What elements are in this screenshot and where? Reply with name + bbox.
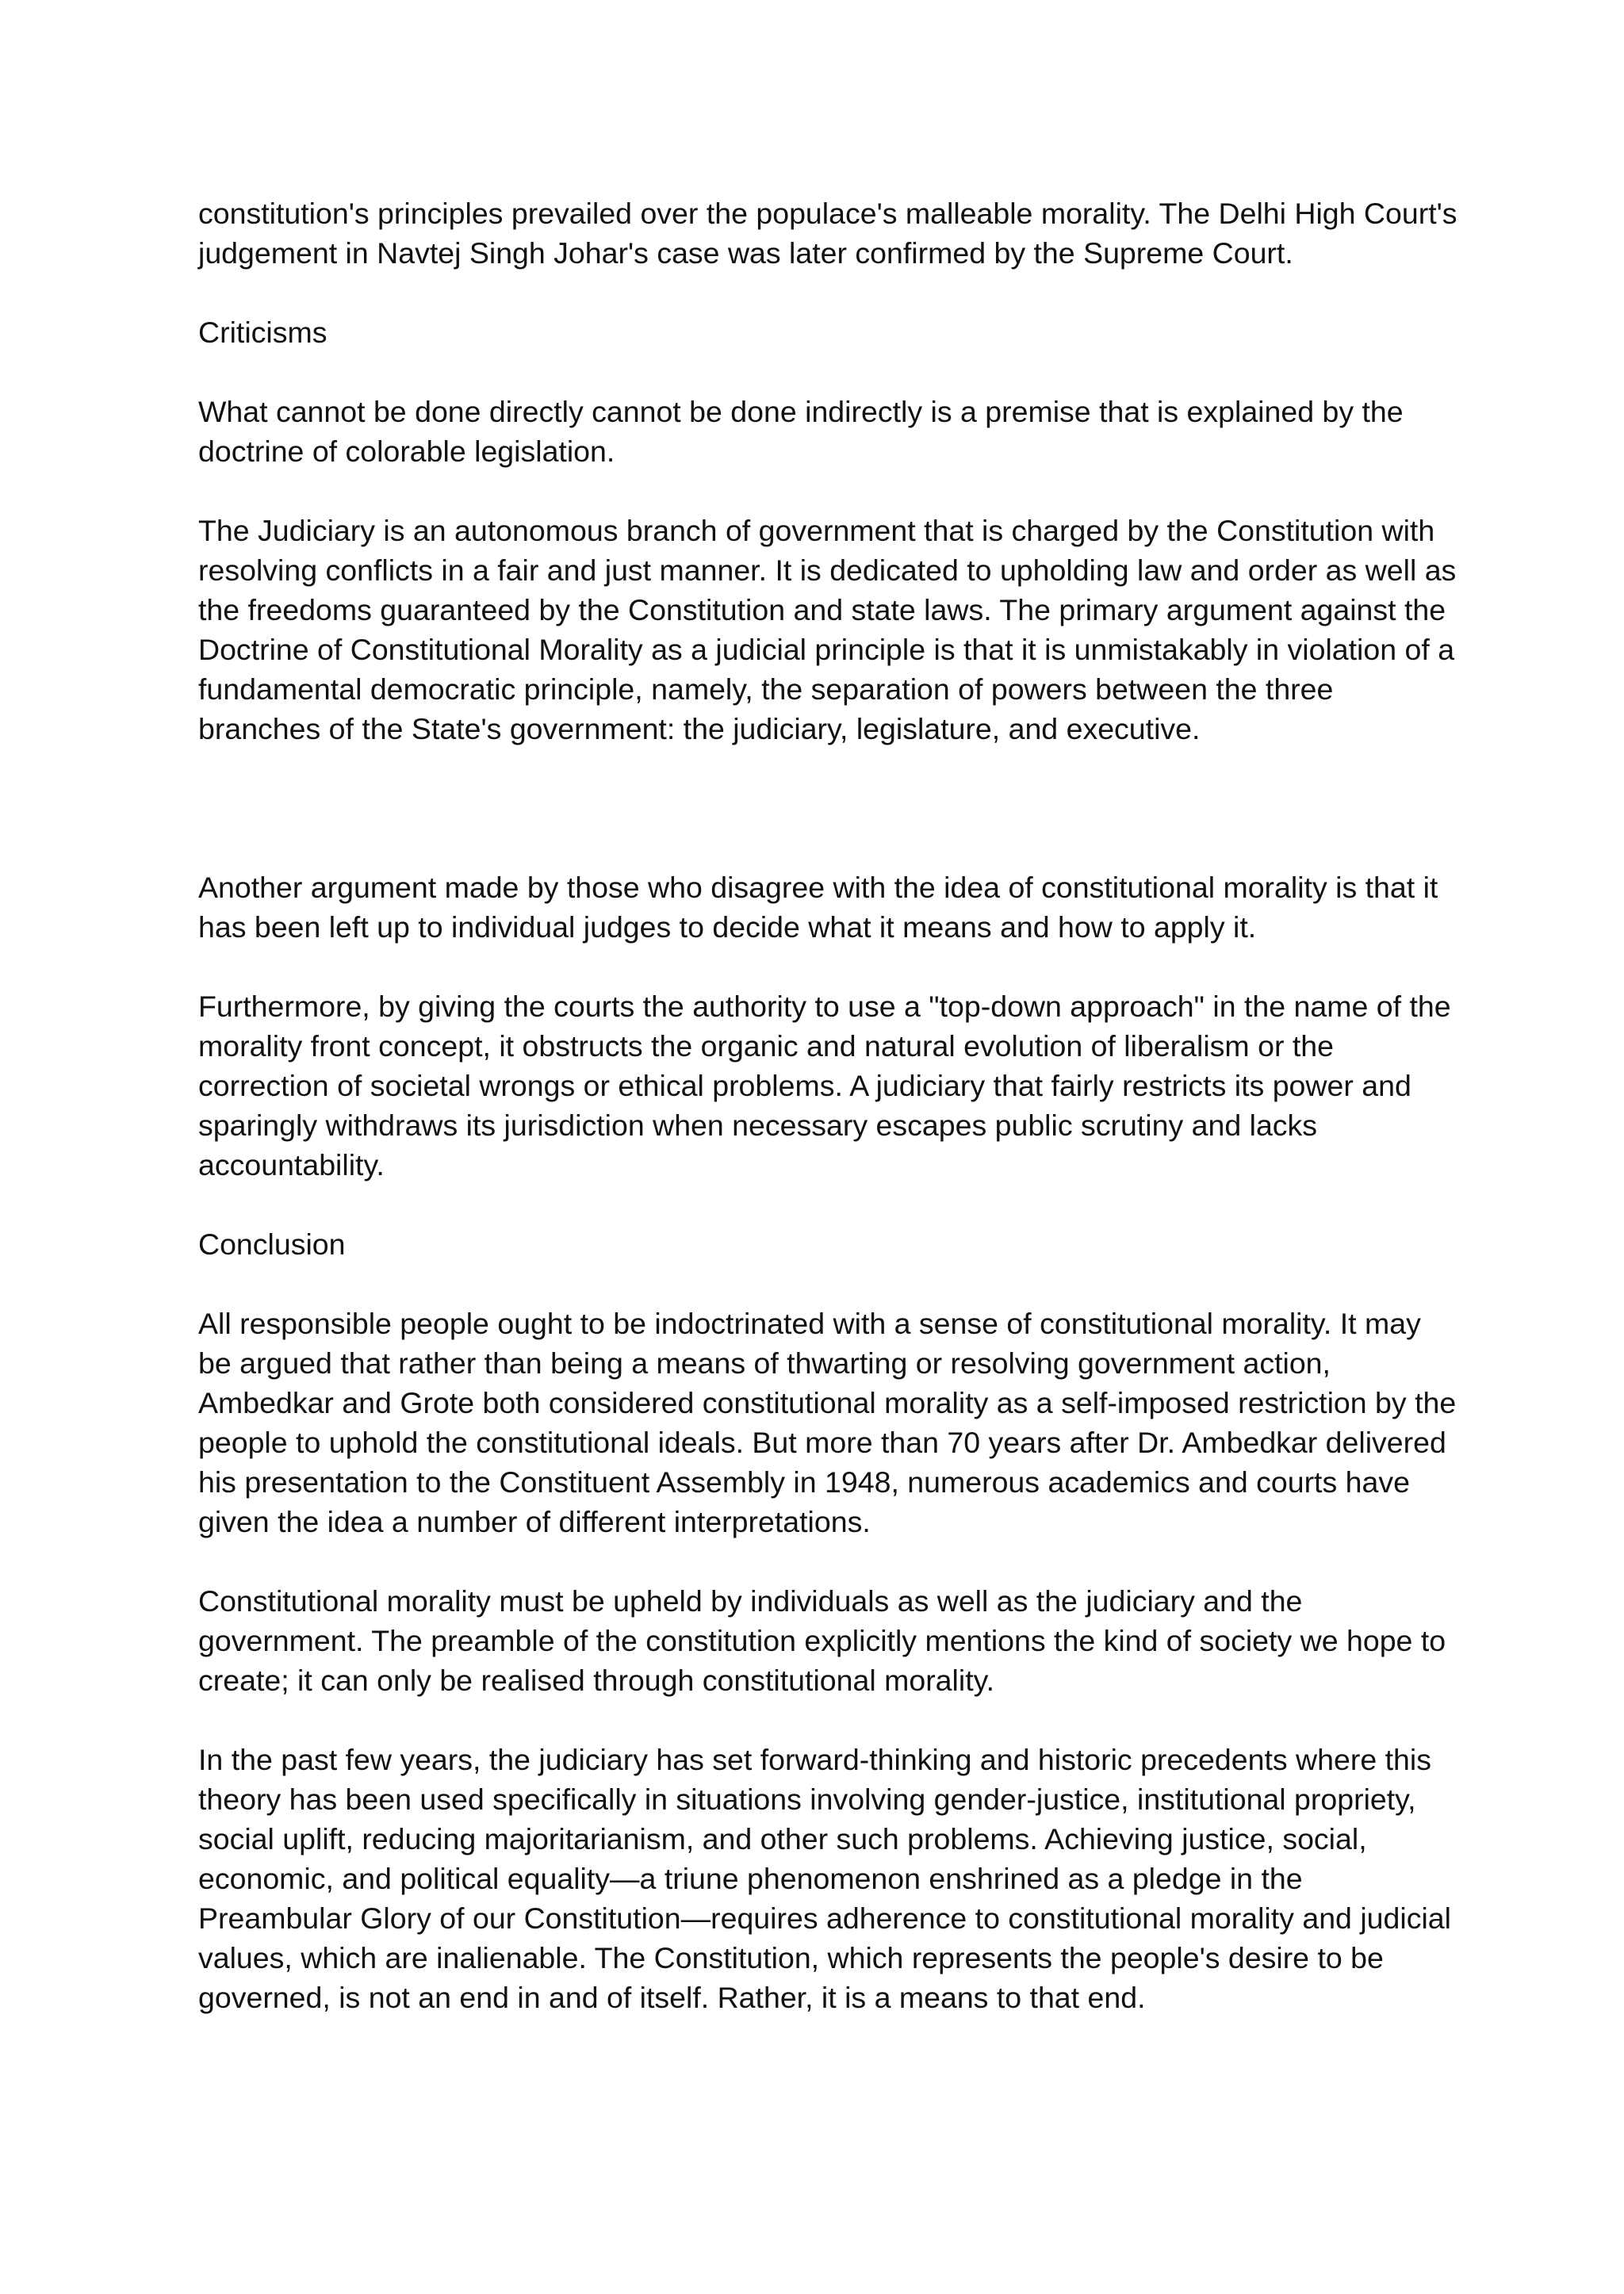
paragraph-upheld-by-individuals: Constitutional morality must be upheld by individuals as well as the judiciary and the government. The preamble of the constitution explicitly mentions the kind of society we hope to create; it can only be realised through constitutional morality. [198, 1584, 1446, 1697]
paragraph-colorable-legislation: What cannot be done directly cannot be done indirectly is a premise that is explained by the doctrine of colorable legislation. [198, 395, 1404, 468]
paragraph-individual-judges-argument: Another argument made by those who disagree with the idea of constitutional morality is that it has been left up to individual judges to decide what it means and how to apply it. [198, 871, 1438, 944]
paragraph-constitution-principles: constitution's principles prevailed over the populace's malleable morality. The Delhi High Court's judgement in Navtej Singh Johar's case was later confirmed by the Supreme Court. [198, 197, 1457, 270]
paragraph-responsible-people: All responsible people ought to be indoctrinated with a sense of constitutional morality. It may be argued that rather than being a means of thwarting or resolving government action, Ambedkar and Grote both considered constitutional morality as a self-imposed restriction by the people to uphold the constitutional ideals. But more than 70 years after Dr. Ambedkar delivered his presentation to the Constituent Assembly in 1948, numerous academics and courts have given the idea a number of different interpretations. [198, 1307, 1457, 1538]
section-heading-conclusion: Conclusion [198, 1227, 346, 1261]
paragraph-judiciary-precedents: In the past few years, the judiciary has set forward-thinking and historic precedents where this theory has been used specifically in situations involving gender-justice, institutional propriety, social uplift, reducing majoritarianism, and other such problems. Achieving justice, social, economic, and political equality—a triune phenomenon enshrined as a pledge in the Preambular Glory of our Constitution—requires adherence to constitutional morality and judicial values, which are inalienable. The Constitution, which represents the people's desire to be governed, is not an end in and of itself. Rather, it is a means to that end. [198, 1743, 1451, 2014]
document-body [198, 193, 1459, 2057]
paragraph-judiciary-separation-of-powers: The Judiciary is an autonomous branch of government that is charged by the Constitution with resolving conflicts in a fair and just manner. It is dedicated to upholding law and order as well as the freedoms guaranteed by the Constitution and state laws. The primary argument against the Doctrine of Constitutional Morality as a judicial principle is that it is unmistakably in violation of a fundamental democratic principle, namely, the separation of powers between the three branches of the State's government: the judiciary, legislature, and executive. [198, 514, 1457, 745]
section-heading-criticisms: Criticisms [198, 316, 327, 349]
blank-space [198, 788, 1459, 867]
paragraph-top-down-approach: Furthermore, by giving the courts the authority to use a "top-down approach" in the name of the morality front concept, it obstructs the organic and natural evolution of liberalism or the correction of societal wrongs or ethical problems. A judiciary that fairly restricts its power and sparingly withdraws its jurisdiction when necessary escapes public scrutiny and lacks accountability. [198, 990, 1451, 1181]
